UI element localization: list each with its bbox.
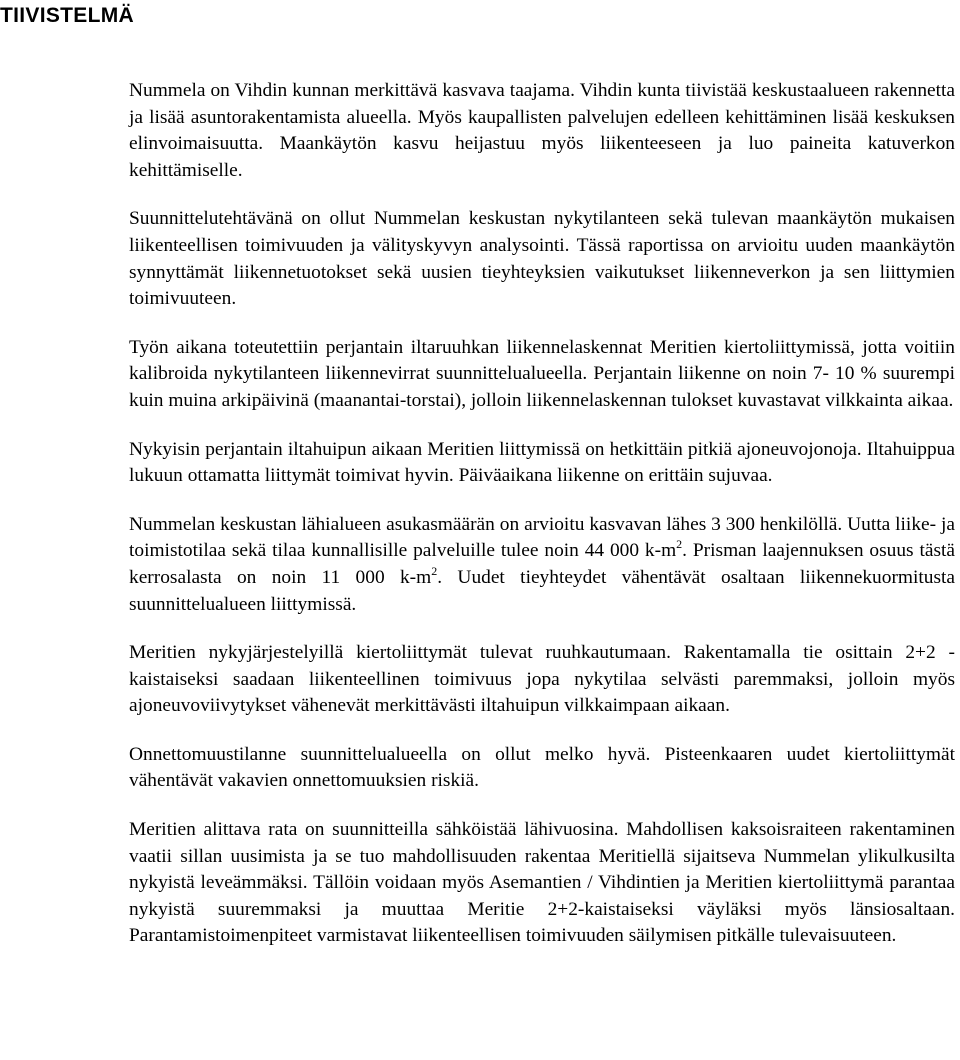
superscript-2: 2 [676,537,683,552]
paragraph-railway: Meritien alittava rata on suunnitteilla sähköistää lähivuosina. Mahdollisen kaksoisraiteen rakentaminen vaatii sillan uusimista ja se tuo mahdollisuuden rakentaa Meritiellä sijaitseva Nummelan ylikulkusilta nykyistä leveämmäksi. Tällöin voidaan myös Asemantien / Vihdintien ja Meritien kiertoliittymä parantaa nykyistä suuremmaksi ja muuttaa Meritie 2+2-kaistaiseksi väyläksi myös länsiosaltaan. Parantamistoimenpiteet varmistavat liikenteellisen toimivuuden säilymisen pitkälle tulevaisuuteen. [129,819,955,947]
paragraph-land-use [129,512,955,618]
paragraph-accidents: Onnettomuustilanne suunnittelualueella on ollut melko hyvä. Pisteenkaaren uudet kiertoliittymät vähentävät vakavien onnettomuuksien riskiä. [129,743,955,792]
paragraph-land-use-part2: . Prisman laajennuksen osuus tästä kerrosalasta on noin 11 000 k-m [129,540,955,588]
paragraph-land-use-part3: . Uudet tieyhteydet vähentävät osaltaan liikennekuormitusta suunnittelualueen liittymissä. [129,566,955,615]
paragraph-roundabouts: Meritien nykyjärjestelyillä kiertoliittymät tulevat ruuhkautumaan. Rakentamalla tie osittain 2+2 -kaistaiseksi saadaan liikenteellinen toimivuus jopa nykytilaa selvästi paremmaksi, jolloin myös ajoneuvoviivytykset vähenevät merkittävästi iltahuipun vilkkaimpaan aikaan. [129,642,955,717]
paragraph-traffic-counts: Työn aikana toteutettiin perjantain iltaruuhkan liikennelaskennat Meritien kiertoliittymissä, jotta voitiin kalibroida nykytilanteen liikennevirrat suunnittelualueella. Perjantain liikenne on noin 7- 10 % suurempi kuin muina arkipäivinä (maanantai-torstai), jolloin liikennelaskennan tulokset kuvastavat vilkkainta aikaa. [129,336,955,411]
paragraph-task: Suunnittelutehtävänä on ollut Nummelan keskustan nykytilanteen sekä tulevan maankäytön mukaisen liikenteellisen toimivuuden ja välityskyvyn analysointi. Tässä raportissa on arvioitu uuden maankäytön synnyttämät liikennetuotokset sekä uusien tieyhteyksien vaikutukset liikenneverkon ja sen liittymien toimivuuteen. [129,208,955,310]
paragraph-land-use-part1: Nummelan keskustan lähialueen asukasmäärän on arvioitu kasvavan lähes 3 300 henkilöllä. Uutta liike- ja toimistotilaa sekä tilaa kunnallisille palveluille tulee noin 44 000 k-m [129,513,955,562]
superscript-2: 2 [431,563,438,578]
paragraph-intro: Nummela on Vihdin kunnan merkittävä kasvava taajama. Vihdin kunta tiivistää keskustaalueen rakennetta ja lisää asuntorakentamista alueella. Myös kaupallisten palvelujen edelleen kehittäminen lisää keskuksen elinvoimaisuutta. Maankäytön kasvu heijastuu myös liikenteeseen ja luo paineita katuverkon kehittämiselle. [129,80,955,181]
paragraph-current-state: Nykyisin perjantain iltahuipun aikaan Meritien liittymissä on hetkittäin pitkiä ajoneuvojonoja. Iltahuippua lukuun ottamatta liittymät toimivat hyvin. Päiväaikana liikenne on erittäin sujuvaa. [129,438,955,487]
document-body [129,78,955,950]
page-title: TIIVISTELMÄ [0,4,134,27]
